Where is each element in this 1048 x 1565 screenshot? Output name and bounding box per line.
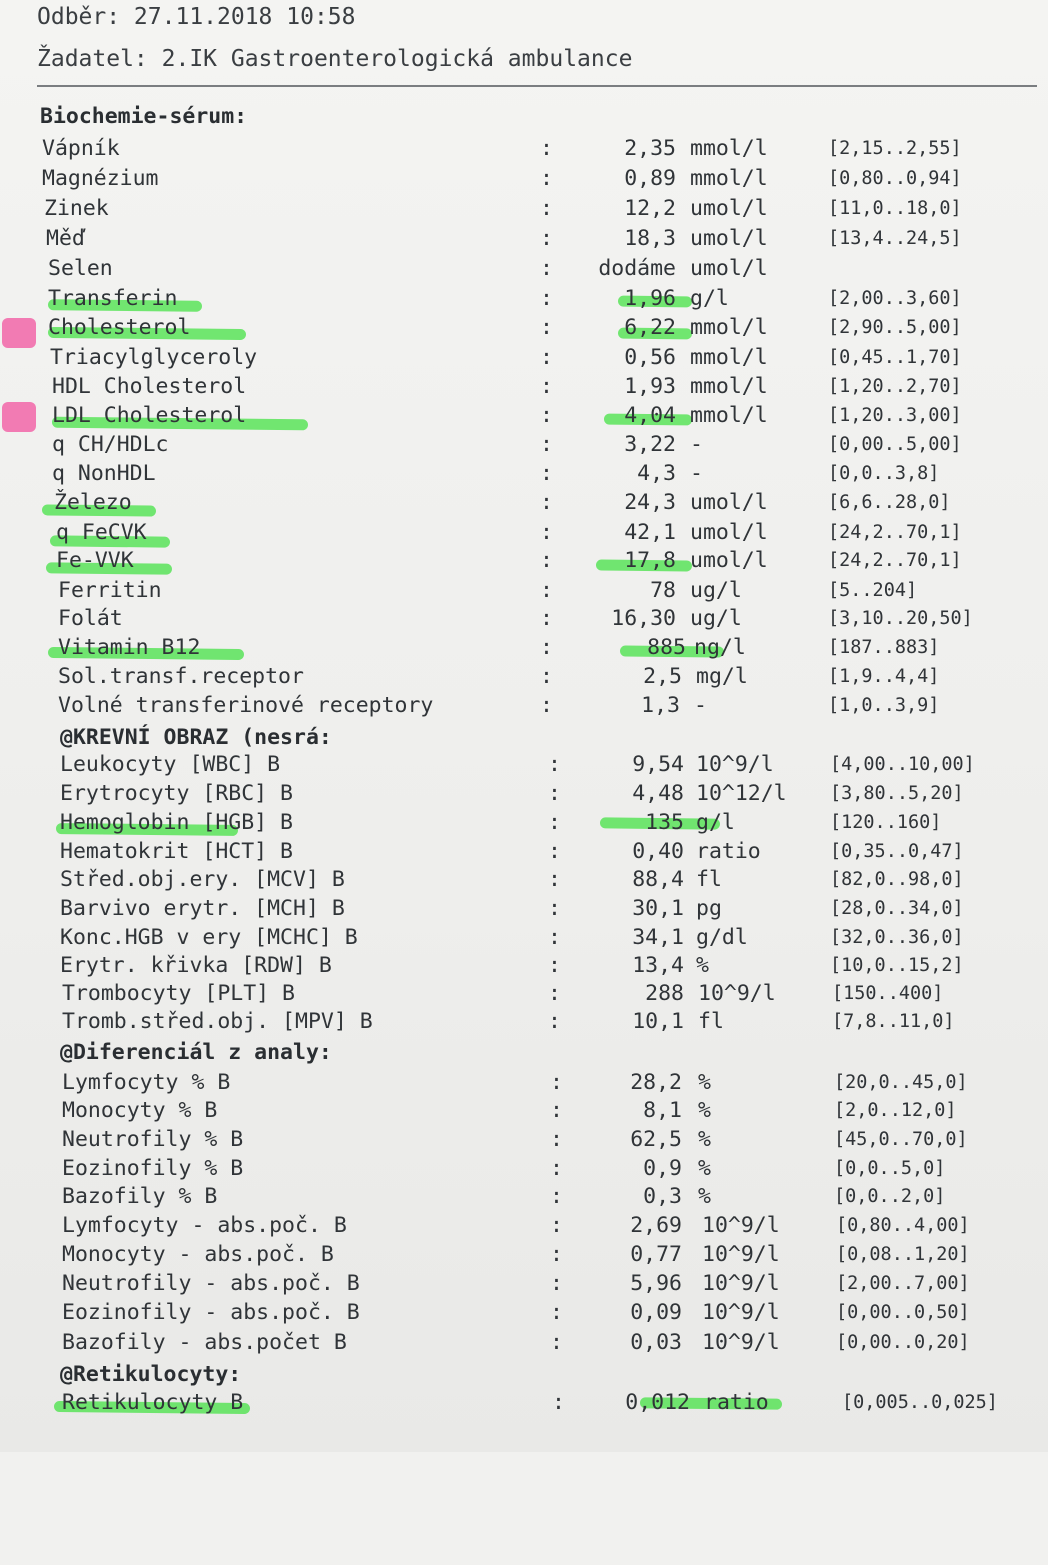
reference-range: [3,80..5,20] bbox=[830, 783, 964, 804]
result-row bbox=[0, 461, 1048, 490]
separator: : bbox=[540, 196, 553, 221]
result-row bbox=[0, 578, 1048, 607]
reference-range: [0,00..5,00] bbox=[828, 434, 962, 455]
test-unit: umol/l bbox=[690, 226, 768, 251]
reference-range: [2,90..5,00] bbox=[828, 317, 962, 338]
result-row bbox=[0, 1070, 1048, 1099]
test-unit: 10^9/l bbox=[702, 1330, 780, 1355]
test-value: 0,77 bbox=[630, 1242, 682, 1267]
test-name: Magnézium bbox=[42, 166, 159, 191]
separator: : bbox=[540, 286, 553, 311]
test-name: LDL Cholesterol bbox=[52, 403, 247, 428]
test-name: Lymfocyty % B bbox=[62, 1070, 231, 1095]
reference-range: [0,80..0,94] bbox=[828, 168, 962, 189]
test-name: Zinek bbox=[44, 196, 109, 221]
test-value: 78 bbox=[650, 578, 676, 603]
test-unit: pg bbox=[696, 896, 722, 921]
test-name: Vápník bbox=[42, 136, 120, 161]
test-name: Monocyty - abs.poč. B bbox=[62, 1242, 334, 1267]
reference-range: [1,20..3,00] bbox=[828, 405, 962, 426]
test-value: 6,22 bbox=[624, 315, 676, 340]
test-value: 2,69 bbox=[630, 1213, 682, 1238]
test-name: Transferin bbox=[48, 286, 178, 311]
separator: : bbox=[540, 461, 553, 486]
test-name: Leukocyty [WBC] B bbox=[60, 752, 281, 777]
test-name: Neutrofily % B bbox=[62, 1127, 244, 1152]
test-unit: mmol/l bbox=[690, 403, 768, 428]
result-row bbox=[0, 606, 1048, 635]
result-row bbox=[0, 1390, 1048, 1419]
reference-range: [2,15..2,55] bbox=[828, 138, 962, 159]
separator: : bbox=[540, 166, 553, 191]
test-name: Ferritin bbox=[58, 578, 162, 603]
result-row bbox=[0, 781, 1048, 810]
section-title: @KREVNÍ OBRAZ (nesrá: bbox=[60, 725, 332, 750]
section-title: @Diferenciál z analy: bbox=[60, 1040, 332, 1065]
reference-range: [150..400] bbox=[832, 983, 944, 1004]
test-value: 17,8 bbox=[624, 548, 676, 573]
test-unit: mmol/l bbox=[690, 345, 768, 370]
test-unit: fl bbox=[698, 1009, 724, 1034]
separator: : bbox=[550, 1242, 563, 1267]
result-row bbox=[0, 839, 1048, 868]
test-value: 8,1 bbox=[643, 1098, 682, 1123]
test-value: 0,40 bbox=[632, 839, 684, 864]
test-unit: % bbox=[698, 1070, 711, 1095]
test-name: Hematokrit [HCT] B bbox=[60, 839, 293, 864]
test-unit: - bbox=[690, 432, 703, 457]
separator: : bbox=[550, 1330, 563, 1355]
test-name: Cholesterol bbox=[48, 315, 191, 340]
separator: : bbox=[548, 953, 561, 978]
test-unit: ratio bbox=[696, 839, 761, 864]
separator: : bbox=[540, 432, 553, 457]
test-name: HDL Cholesterol bbox=[52, 374, 247, 399]
result-row bbox=[0, 1242, 1048, 1271]
result-row bbox=[0, 1127, 1048, 1156]
separator: : bbox=[548, 925, 561, 950]
test-value: 1,3 bbox=[641, 693, 680, 718]
test-value: 28,2 bbox=[630, 1070, 682, 1095]
test-unit: % bbox=[698, 1098, 711, 1123]
test-unit: ratio bbox=[704, 1390, 769, 1415]
result-row bbox=[0, 286, 1048, 315]
result-row bbox=[0, 664, 1048, 693]
reference-range: [7,8..11,0] bbox=[832, 1011, 955, 1032]
test-value: 9,54 bbox=[632, 752, 684, 777]
test-value: 0,03 bbox=[630, 1330, 682, 1355]
test-value: 0,9 bbox=[643, 1156, 682, 1181]
test-unit: ug/l bbox=[690, 578, 742, 603]
result-row bbox=[0, 1271, 1048, 1300]
separator: : bbox=[540, 374, 553, 399]
test-name: q NonHDL bbox=[52, 461, 156, 486]
separator: : bbox=[550, 1098, 563, 1123]
test-value: 30,1 bbox=[632, 896, 684, 921]
reference-range: [2,00..7,00] bbox=[836, 1273, 970, 1294]
separator: : bbox=[540, 520, 553, 545]
test-value: 4,48 bbox=[632, 781, 684, 806]
separator: : bbox=[548, 752, 561, 777]
test-unit: umol/l bbox=[690, 490, 768, 515]
separator: : bbox=[540, 226, 553, 251]
result-row bbox=[0, 315, 1048, 344]
collection-date: Odběr: 27.11.2018 10:58 bbox=[37, 4, 356, 30]
separator: : bbox=[548, 1009, 561, 1034]
test-unit: g/l bbox=[690, 286, 729, 311]
header-divider bbox=[37, 85, 1037, 87]
test-value: 0,89 bbox=[624, 166, 676, 191]
result-row bbox=[0, 490, 1048, 519]
separator: : bbox=[540, 635, 553, 660]
reference-range: [2,0..12,0] bbox=[834, 1100, 957, 1121]
test-unit: % bbox=[698, 1127, 711, 1152]
reference-range: [24,2..70,1] bbox=[828, 522, 962, 543]
test-name: q CH/HDLc bbox=[52, 432, 169, 457]
test-value: 5,96 bbox=[630, 1271, 682, 1296]
test-value: 1,96 bbox=[624, 286, 676, 311]
result-row bbox=[0, 1300, 1048, 1329]
separator: : bbox=[550, 1271, 563, 1296]
reference-range: [13,4..24,5] bbox=[828, 228, 962, 249]
test-name: Měď bbox=[46, 226, 85, 251]
test-unit: umol/l bbox=[690, 196, 768, 221]
separator: : bbox=[540, 345, 553, 370]
separator: : bbox=[540, 315, 553, 340]
reference-range: [5..204] bbox=[828, 580, 918, 601]
test-name: Železo bbox=[54, 490, 132, 515]
test-name: Fe-VVK bbox=[56, 548, 134, 573]
test-value: 10,1 bbox=[632, 1009, 684, 1034]
test-value: 24,3 bbox=[624, 490, 676, 515]
result-row bbox=[0, 925, 1048, 954]
test-unit: ug/l bbox=[690, 606, 742, 631]
test-value: dodáme bbox=[598, 256, 676, 281]
result-row bbox=[0, 1156, 1048, 1185]
reference-range: [120..160] bbox=[830, 812, 942, 833]
test-name: Barvivo erytr. [MCH] B bbox=[60, 896, 345, 921]
test-value: 18,3 bbox=[624, 226, 676, 251]
result-row bbox=[0, 752, 1048, 781]
result-row bbox=[0, 256, 1048, 285]
result-row bbox=[0, 432, 1048, 461]
result-row bbox=[0, 548, 1048, 577]
reference-range: [2,00..3,60] bbox=[828, 288, 962, 309]
separator: : bbox=[550, 1070, 563, 1095]
test-name: Tromb.střed.obj. [MPV] B bbox=[62, 1009, 373, 1034]
result-row bbox=[0, 520, 1048, 549]
separator: : bbox=[548, 810, 561, 835]
separator: : bbox=[540, 490, 553, 515]
test-name: Neutrofily - abs.poč. B bbox=[62, 1271, 360, 1296]
test-name: Selen bbox=[48, 256, 113, 281]
result-row bbox=[0, 1213, 1048, 1242]
reference-range: [10,0..15,2] bbox=[830, 955, 964, 976]
test-unit: 10^9/l bbox=[702, 1242, 780, 1267]
test-value: 4,3 bbox=[637, 461, 676, 486]
section-title: Biochemie-sérum: bbox=[40, 104, 248, 129]
test-name: Retikulocyty B bbox=[62, 1390, 244, 1415]
test-unit: % bbox=[698, 1184, 711, 1209]
reference-range: [0,00..0,50] bbox=[836, 1302, 970, 1323]
test-value: 2,5 bbox=[643, 664, 682, 689]
separator: : bbox=[550, 1213, 563, 1238]
separator: : bbox=[548, 896, 561, 921]
test-unit: % bbox=[698, 1156, 711, 1181]
result-row bbox=[0, 693, 1048, 722]
result-row bbox=[0, 1330, 1048, 1359]
separator: : bbox=[550, 1300, 563, 1325]
reference-range: [11,0..18,0] bbox=[828, 198, 962, 219]
test-name: Hemoglobin [HGB] B bbox=[60, 810, 293, 835]
test-value: 42,1 bbox=[624, 520, 676, 545]
separator: : bbox=[540, 578, 553, 603]
test-unit: mmol/l bbox=[690, 374, 768, 399]
test-name: Volné transferinové receptory bbox=[58, 693, 434, 718]
test-unit: ng/l bbox=[694, 635, 746, 660]
separator: : bbox=[540, 693, 553, 718]
test-value: 0,012 bbox=[625, 1390, 690, 1415]
reference-range: [20,0..45,0] bbox=[834, 1072, 968, 1093]
separator: : bbox=[540, 256, 553, 281]
reference-range: [0,45..1,70] bbox=[828, 347, 962, 368]
separator: : bbox=[548, 839, 561, 864]
test-unit: 10^9/l bbox=[702, 1300, 780, 1325]
reference-range: [6,6..28,0] bbox=[828, 492, 951, 513]
section-title: @Retikulocyty: bbox=[60, 1362, 242, 1387]
test-value: 135 bbox=[645, 810, 684, 835]
test-unit: g/l bbox=[696, 810, 735, 835]
test-name: Eozinofily % B bbox=[62, 1156, 244, 1181]
test-unit: % bbox=[696, 953, 709, 978]
reference-range: [45,0..70,0] bbox=[834, 1129, 968, 1150]
test-name: Triacylglyceroly bbox=[50, 345, 258, 370]
test-name: Monocyty % B bbox=[62, 1098, 218, 1123]
reference-range: [0,0..5,0] bbox=[834, 1158, 946, 1179]
result-row bbox=[0, 953, 1048, 982]
test-unit: mmol/l bbox=[690, 166, 768, 191]
test-unit: 10^12/l bbox=[696, 781, 787, 806]
test-value: 16,30 bbox=[611, 606, 676, 631]
test-unit: umol/l bbox=[690, 520, 768, 545]
test-value: 0,56 bbox=[624, 345, 676, 370]
separator: : bbox=[540, 606, 553, 631]
result-row bbox=[0, 896, 1048, 925]
test-value: 13,4 bbox=[632, 953, 684, 978]
separator: : bbox=[550, 1156, 563, 1181]
reference-range: [0,35..0,47] bbox=[830, 841, 964, 862]
test-name: Lymfocyty - abs.poč. B bbox=[62, 1213, 347, 1238]
test-name: Eozinofily - abs.poč. B bbox=[62, 1300, 360, 1325]
test-value: 62,5 bbox=[630, 1127, 682, 1152]
test-value: 0,3 bbox=[643, 1184, 682, 1209]
test-value: 1,93 bbox=[624, 374, 676, 399]
test-name: Konc.HGB v ery [MCHC] B bbox=[60, 925, 358, 950]
result-row bbox=[0, 810, 1048, 839]
test-value: 34,1 bbox=[632, 925, 684, 950]
test-value: 288 bbox=[645, 981, 684, 1006]
reference-range: [4,00..10,00] bbox=[830, 754, 975, 775]
result-row bbox=[0, 981, 1048, 1010]
reference-range: [24,2..70,1] bbox=[828, 550, 962, 571]
separator: : bbox=[550, 1127, 563, 1152]
separator: : bbox=[552, 1390, 565, 1415]
result-row bbox=[0, 403, 1048, 432]
test-value: 3,22 bbox=[624, 432, 676, 457]
test-unit: 10^9/l bbox=[702, 1271, 780, 1296]
reference-range: [1,9..4,4] bbox=[828, 666, 940, 687]
reference-range: [0,005..0,025] bbox=[842, 1392, 998, 1413]
reference-range: [28,0..34,0] bbox=[830, 898, 964, 919]
test-value: 12,2 bbox=[624, 196, 676, 221]
test-unit: - bbox=[694, 693, 707, 718]
result-row bbox=[0, 196, 1048, 225]
test-unit: fl bbox=[696, 867, 722, 892]
test-unit: 10^9/l bbox=[702, 1213, 780, 1238]
test-unit: mg/l bbox=[696, 664, 748, 689]
test-name: Sol.transf.receptor bbox=[58, 664, 304, 689]
test-value: 0,09 bbox=[630, 1300, 682, 1325]
separator: : bbox=[550, 1184, 563, 1209]
result-row bbox=[0, 136, 1048, 165]
separator: : bbox=[548, 781, 561, 806]
result-row bbox=[0, 867, 1048, 896]
test-unit: umol/l bbox=[690, 548, 768, 573]
reference-range: [1,20..2,70] bbox=[828, 376, 962, 397]
test-value: 885 bbox=[647, 635, 686, 660]
test-name: Trombocyty [PLT] B bbox=[62, 981, 295, 1006]
test-name: Bazofily % B bbox=[62, 1184, 218, 1209]
separator: : bbox=[548, 981, 561, 1006]
test-unit: umol/l bbox=[690, 256, 768, 281]
test-name: Bazofily - abs.počet B bbox=[62, 1330, 347, 1355]
test-name: Střed.obj.ery. [MCV] B bbox=[60, 867, 345, 892]
separator: : bbox=[548, 867, 561, 892]
test-name: Erytr. křivka [RDW] B bbox=[60, 953, 332, 978]
reference-range: [0,08..1,20] bbox=[836, 1244, 970, 1265]
test-unit: 10^9/l bbox=[696, 752, 774, 777]
reference-range: [0,80..4,00] bbox=[836, 1215, 970, 1236]
result-row bbox=[0, 635, 1048, 664]
requester: Žadatel: 2.IK Gastroenterologická ambulance bbox=[37, 46, 633, 72]
separator: : bbox=[540, 548, 553, 573]
result-row bbox=[0, 1184, 1048, 1213]
reference-range: [3,10..20,50] bbox=[828, 608, 973, 629]
result-row bbox=[0, 1009, 1048, 1038]
separator: : bbox=[540, 403, 553, 428]
test-name: Folát bbox=[58, 606, 123, 631]
test-name: Vitamin B12 bbox=[58, 635, 201, 660]
separator: : bbox=[540, 136, 553, 161]
test-value: 4,04 bbox=[624, 403, 676, 428]
test-name: Erytrocyty [RBC] B bbox=[60, 781, 293, 806]
result-row bbox=[0, 345, 1048, 374]
reference-range: [82,0..98,0] bbox=[830, 869, 964, 890]
reference-range: [1,0..3,9] bbox=[828, 695, 940, 716]
test-value: 2,35 bbox=[624, 136, 676, 161]
reference-range: [32,0..36,0] bbox=[830, 927, 964, 948]
separator: : bbox=[540, 664, 553, 689]
result-row bbox=[0, 226, 1048, 255]
result-row bbox=[0, 166, 1048, 195]
test-unit: g/dl bbox=[696, 925, 748, 950]
reference-range: [0,0..2,0] bbox=[834, 1186, 946, 1207]
result-row bbox=[0, 1098, 1048, 1127]
test-unit: mmol/l bbox=[690, 315, 768, 340]
reference-range: [0,0..3,8] bbox=[828, 463, 940, 484]
reference-range: [187..883] bbox=[828, 637, 940, 658]
test-unit: - bbox=[690, 461, 703, 486]
test-unit: 10^9/l bbox=[698, 981, 776, 1006]
test-unit: mmol/l bbox=[690, 136, 768, 161]
reference-range: [0,00..0,20] bbox=[836, 1332, 970, 1353]
result-row bbox=[0, 374, 1048, 403]
test-value: 88,4 bbox=[632, 867, 684, 892]
test-name: q FeCVK bbox=[56, 520, 147, 545]
